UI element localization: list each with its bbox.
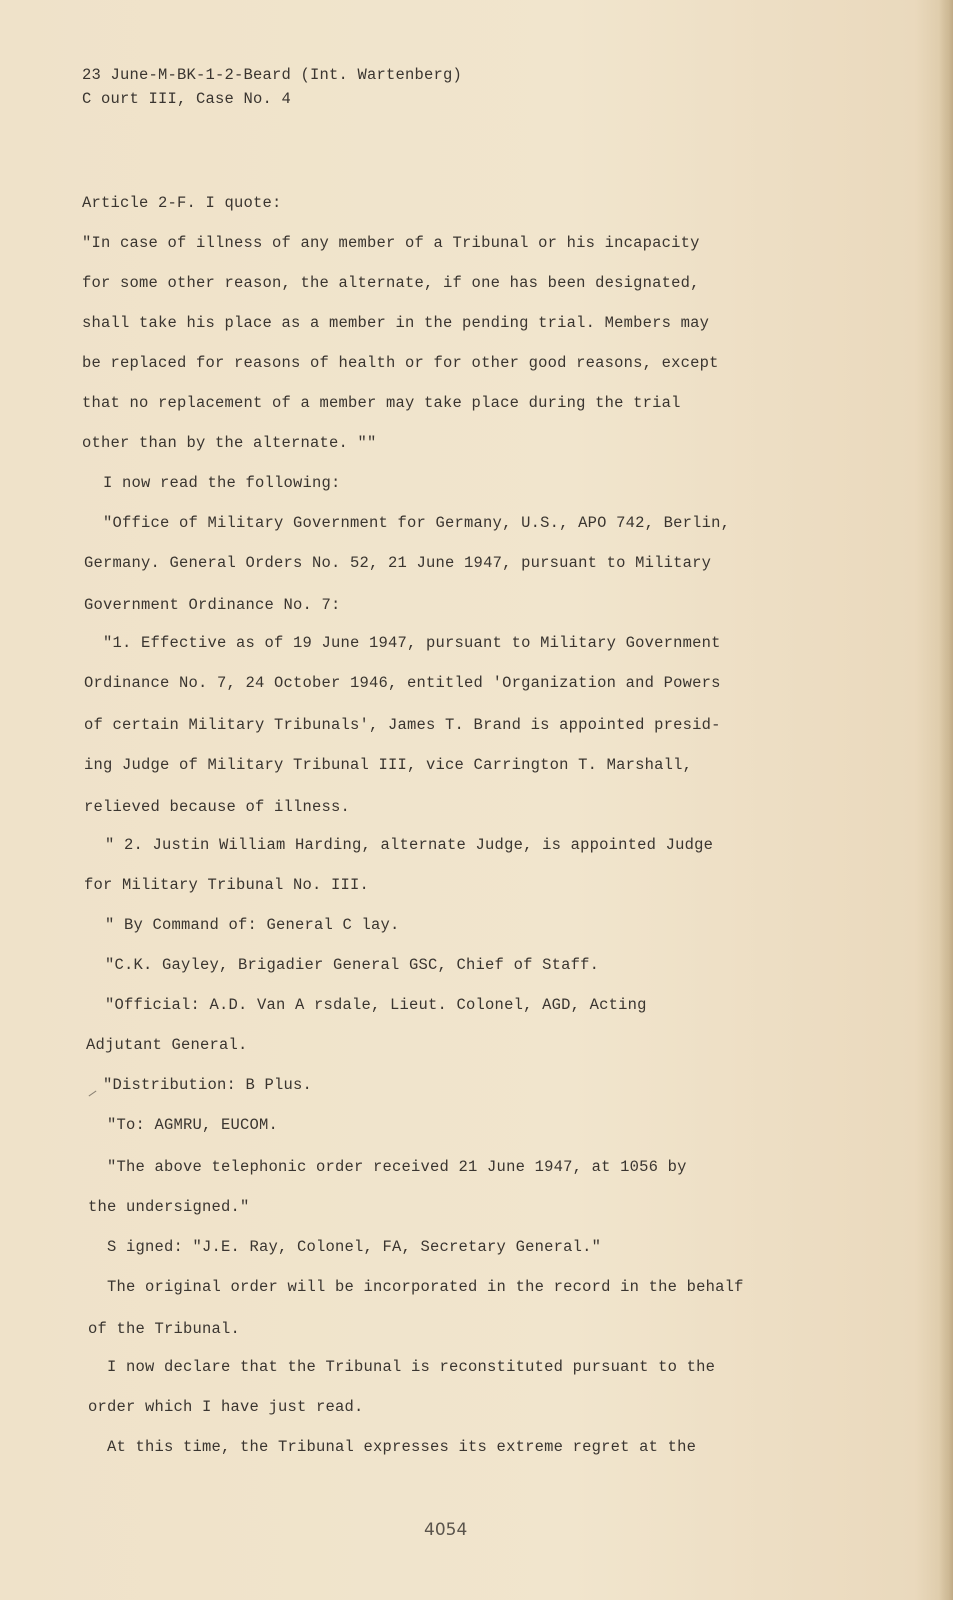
body-line: "In case of illness of any member of a Tribunal or his incapacity bbox=[82, 234, 700, 252]
body-line: S igned: "J.E. Ray, Colonel, FA, Secretary General." bbox=[107, 1238, 602, 1256]
pencil-mark bbox=[89, 1091, 97, 1097]
body-line: "The above telephonic order received 21 June 1947, at 1056 by bbox=[107, 1158, 687, 1176]
body-line: for some other reason, the alternate, if one has been designated, bbox=[82, 274, 700, 292]
body-line: of certain Military Tribunals', James T. Brand is appointed presid- bbox=[84, 716, 721, 734]
body-line: Germany. General Orders No. 52, 21 June 1947, pursuant to Military bbox=[84, 554, 712, 572]
header-line-1: 23 June-M-BK-1-2-Beard (Int. Wartenberg) bbox=[82, 66, 463, 84]
body-line: "Official: A.D. Van A rsdale, Lieut. Colonel, AGD, Acting bbox=[105, 996, 647, 1014]
body-line: "Office of Military Government for Germany, U.S., APO 742, Berlin, bbox=[103, 514, 731, 532]
body-line: be replaced for reasons of health or for other good reasons, except bbox=[82, 354, 719, 372]
body-line: shall take his place as a member in the pending trial. Members may bbox=[82, 314, 710, 332]
body-line: The original order will be incorporated in the record in the behalf bbox=[107, 1278, 744, 1296]
paper-edge bbox=[939, 0, 953, 1600]
body-line: relieved because of illness. bbox=[84, 798, 351, 816]
body-line: "C.K. Gayley, Brigadier General GSC, Chief of Staff. bbox=[105, 956, 600, 974]
body-line: that no replacement of a member may take place during the trial bbox=[82, 394, 681, 412]
body-line: ing Judge of Military Tribunal III, vice Carrington T. Marshall, bbox=[84, 756, 693, 774]
header-line-2: C ourt III, Case No. 4 bbox=[82, 90, 292, 108]
body-line: order which I have just read. bbox=[88, 1398, 364, 1416]
page-number: 4054 bbox=[424, 1520, 468, 1540]
body-line: Article 2-F. I quote: bbox=[82, 194, 282, 212]
body-line: "Distribution: B Plus. bbox=[103, 1076, 313, 1094]
body-line: Ordinance No. 7, 24 October 1946, entitled 'Organization and Powers bbox=[84, 674, 721, 692]
body-line: the undersigned." bbox=[88, 1198, 250, 1216]
body-line: for Military Tribunal No. III. bbox=[84, 876, 370, 894]
body-line: Government Ordinance No. 7: bbox=[84, 596, 341, 614]
body-line: Adjutant General. bbox=[86, 1036, 248, 1054]
body-line: I now read the following: bbox=[103, 474, 341, 492]
body-line: " 2. Justin William Harding, alternate Judge, is appointed Judge bbox=[105, 836, 714, 854]
body-line: I now declare that the Tribunal is reconstituted pursuant to the bbox=[107, 1358, 716, 1376]
body-line: "1. Effective as of 19 June 1947, pursuant to Military Government bbox=[103, 634, 721, 652]
body-line: At this time, the Tribunal expresses its extreme regret at the bbox=[107, 1438, 697, 1456]
body-line: "To: AGMRU, EUCOM. bbox=[107, 1116, 279, 1134]
body-line: other than by the alternate. "" bbox=[82, 434, 377, 452]
body-line: of the Tribunal. bbox=[88, 1320, 241, 1338]
body-line: " By Command of: General C lay. bbox=[105, 916, 400, 934]
